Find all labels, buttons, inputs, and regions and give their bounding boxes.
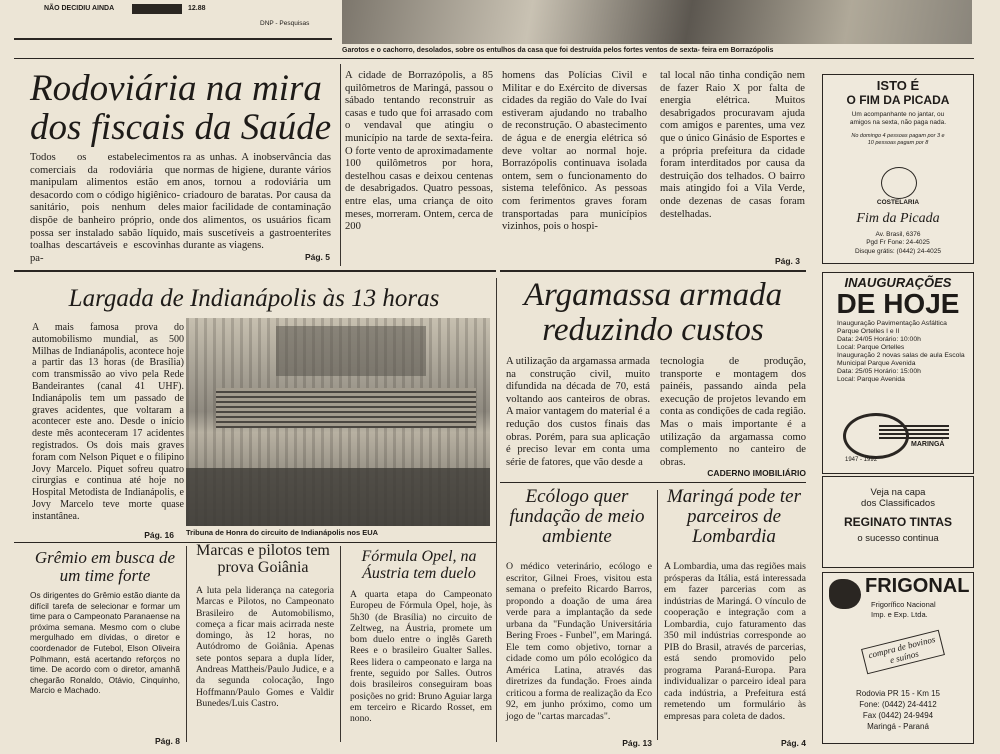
track-surface (186, 468, 490, 526)
ad-fim-tagline: Um acompanhante no jantar, ou amigos na sexta, não paga nada. (849, 111, 947, 126)
borrazopolis-page: Pág. 3 (774, 256, 800, 266)
indianapolis-caption: Tribuna de Honra do circuito de Indianápolis nos EUA (186, 528, 379, 537)
argamassa-col2-para2: Mas o mais importante é a utilização da argamassa como complemento no canteiro de obras. (660, 418, 806, 468)
argamassa-col2 (660, 356, 806, 469)
top-rule (14, 58, 974, 59)
ad-frigonal-stamp: compra de bovinos e suínos (861, 630, 945, 675)
lombardia-page: Pág. 4 (780, 738, 806, 748)
ad-frigonal-title: FRIGONAL (865, 575, 970, 597)
poll-bar (132, 4, 182, 14)
rodoviaria-col1: Todos os estabelecimentos comerciais da rodoviária que manipulam alimentos estão em desacordo com o código higiênico-sanitário, pois nenhum deles dispõe de banheiro próprio, onde possa ser instalado sabão líquido, toalhas descartáveis e escovinhas pa- (30, 152, 180, 264)
argamassa-col2-para1: tecnologia de produção, transporte e montagem dos painéis, passando ainda pela execução de projetos levando em conta as condições de cada região. (660, 356, 806, 418)
rodoviaria-headline-line2: dos fiscais da Saúde (30, 106, 332, 148)
formula-headline: Fórmula Opel, na Áustria tem duelo (361, 548, 477, 582)
divider-ecologo-lombardia (657, 490, 658, 740)
ad-fim-fine: No domingo 4 pessoas pagam por 3 e 10 pessoas pagam por 8 (851, 133, 945, 146)
argamassa-headline-line1: Argamassa armada (523, 277, 783, 313)
borrazopolis-col1: A cidade de Borrazópolis, a 85 quilômetros de Maringá, passou o sábado tentando reconstruir as casas e tudo que foi arrasado com o vendaval que atingiu o município na tarde de sexta-feira. O forte vento de aproximadamente 100 quilômetros por hora, destelhou casas e deixou centenas de desabrigados. Quatro pessoas, entre elas, uma criança de oito meses, morreram. Ontem, cerca de 200 (345, 70, 493, 233)
anniversary-stripes (879, 423, 949, 439)
ad-fim-title2: O FIM DA PICADA (846, 93, 950, 107)
ad-frigonal-fax: Fax (0442) 24-9494 (862, 711, 934, 720)
top-strip (14, 0, 332, 40)
marcas-body: A luta pela liderança na categoria Marcas e Pilotos, no Campeonato Brasileiro de Automobilismo, começa a ficar mais acirrada neste domingo, às 12 horas, no Autódromo de Goiânia. Apenas sete pontos separa a dupla líder, Andreas Mattheis/Paulo Judice, e a da segunda colocação, Ingo Hoffmann/Paulo Gomes e Valdir Bunedes/Luis Castro. (196, 585, 334, 709)
gremio-page: Pág. 8 (154, 736, 180, 746)
grandstand-roof (276, 326, 426, 376)
ad-reginato-line1: Veja na capa (870, 487, 926, 498)
ad-inaug-title1: INAUGURAÇÕES (844, 275, 952, 290)
ad-fim-title1: ISTO É (876, 78, 920, 93)
ad-inaug-item2-date: Data: 25/05 Horário: 15:00h (837, 368, 921, 375)
lombardia-body: A Lombardia, uma das regiões mais prósperas da Itália, está interessada em fazer parcerias com as indústrias de Maringá. O vínculo de cooperação e integração com a Lombardia, cujo faturamento das 350 mil indústrias corresponde ao PIB do Brasil, através de parcerias, está sendo promovido pelo programa Paraná-Europa. Para individualizar o parceiro ideal para cada indústria, a Prefeitura está remetendo um formulário às empresas para coleta de dados. (664, 561, 806, 722)
argamassa-source: CADERNO IMOBILIÁRIO (707, 468, 806, 478)
argamassa-col1: A utilização da argamassa armada na construção civil, muito difundida na década de 70, está voltando aos canteiros de obras. A maior vantagem do material é a redução dos custos finais das obras. Porém, para sua aplicação é preciso levar em conta uma série de fatores, que vão desde a (506, 356, 650, 468)
poll-value: 12.88 (188, 5, 206, 12)
grandstand-stands (216, 388, 476, 428)
borrazopolis-col2: homens das Polícias Civil e Militar e do Exército de diversas cidades da região do Vale do Ivaí estiveram ajudando no trabalho de reconstrução. O abastecimento de água e de energia elétrica só deve voltar ao normal hoje. Borrazópolis continuava isolada ontem, sem o funcionamento do sistema telefônico. As pessoas com ferimentos graves foram transportadas para municípios vizinhos, pois o hospi- (502, 70, 647, 233)
rodoviaria-headline (16, 70, 348, 148)
ad-fim-phone2: Disque grátis: (0442) 24-4025 (855, 248, 941, 255)
borrazopolis-col3: tal local não tinha condição nem de fazer Raio X por falta de energia elétrica. Muitos desabrigados procuravam ajuda com amigos e parentes, uma vez que o único Ginásio de Esportes e a própria prefeitura da cidade foram interditados por causa da destruição dos telhados. O bairro mais atingido foi a Vila Verde, onde dezenas de casas foram destelhadas. (660, 70, 805, 220)
formula-body: A quarta etapa do Campeonato Europeu de Fórmula Opel, hoje, às 5h30 (de Brasília) no circuito de Zeltweg, na Áustria, promete um bom duelo entre o inglês Gareth Rees e o brasileiro Gualter Salles. Rees lidera o campeonato e larga na frente, seguido por Salles. Outros dois brasileiros conseguiram boas posições no grid: Bruno Aguiar larga em terceiro e Ricardo Rosset, em nono. (350, 589, 492, 725)
argamassa-headline (500, 278, 806, 347)
ad-fim-da-picada (822, 74, 974, 264)
argamassa-headline-line2: reduzindo custos (542, 311, 764, 348)
ad-frigonal-fone: Fone: (0442) 24-4412 (859, 700, 937, 709)
indianapolis-photo (186, 318, 490, 526)
ad-reginato-line2: dos Classificados (861, 498, 935, 509)
poll-source: DNP - Pesquisas (260, 20, 310, 27)
ad-fim-brand: Fim da Picada (856, 211, 940, 226)
divider-gremio-marcas (186, 546, 187, 742)
ecologo-page: Pág. 13 (622, 738, 652, 748)
cow-stamp-icon (881, 167, 917, 199)
mid-rule-left (14, 270, 496, 272)
argamassa-rule (500, 482, 806, 483)
ad-reginato-title: REGINATO TINTAS (844, 515, 952, 529)
ad-inaug-item1-local: Local: Parque Ortelles (837, 344, 905, 351)
ad-inaug-item1-date: Data: 24/05 Horário: 10:00h (837, 336, 921, 343)
mid-rule-right (500, 270, 806, 272)
indianapolis-body: A mais famosa prova do automobilismo mundial, as 500 Milhas de Indianápolis, acontece hoje a partir das 13 horas (de Brasília) com transmissão ao vivo pela Rede Bandeirantes (canal 41 UHF). Indianápolis tem um passado de graves acidentes, que voltaram a acontecer este ano. Desde o início deste mês aconteceram 17 acidentes registrados. Os dois mais graves foram com Nelson Piquet e o filipino Jovy Marcelo. Piquet sofreu quatro cirurgias e continua até hoje no Hospital Metodista de Indianápolis, e Jovy Marcelo teve morte quase instantânea. (32, 322, 184, 522)
ad-frigonal-sub2: Imp. e Exp. Ltda. (871, 610, 928, 619)
ad-frigonal-addr: Rodovia PR 15 - Km 15 (855, 689, 941, 698)
storm-debris-photo (342, 0, 972, 44)
divider-indy-argamassa (496, 278, 497, 742)
ad-fim-stamp: COSTELARIA (876, 199, 920, 206)
divider-marcas-formula (340, 546, 341, 742)
ad-reginato-line3: o sucesso continua (857, 533, 939, 544)
indianapolis-headline: Largada de Indianápolis às 13 horas (68, 285, 440, 312)
rodoviaria-headline-line1: Rodoviária na mira (30, 68, 322, 109)
storm-photo-caption: Garotos e o cachorro, desolados, sobre os entulhos da casa que foi destruída pelos fortes ventos de sexta- feira em Borrazópolis (342, 47, 774, 54)
ad-inauguracoes (822, 272, 974, 474)
brazil-map-icon (829, 579, 861, 609)
lombardia-headline: Maringá pode ter parceiros de Lombardia (666, 486, 802, 547)
ad-inaug-item2: Inauguração 2 novas salas de aula Escola Municipal Parque Avenida (837, 352, 965, 367)
ecologo-body: O médico veterinário, ecólogo e escritor, Gilnei Froes, visitou esta semana o prefeito Ricardo Barros, propondo a doação de uma área verde para a implantação da sede urbana da "Fundação Universitária Bering Froes - Funbel", em Maringá. Ele tem como objetivo, tornar a cidade como um pólo ecológico da América Latina, através das diretrizes da fundação. Froes ainda criticou a forma de realização da Eco 92, em junho próximo, como um jogo de "cartas marcadas". (506, 561, 652, 722)
ad-frigonal-sub1: Frigorífico Nacional (871, 600, 936, 609)
ad-inaug-logo-years: 1947 - 1992 (845, 457, 878, 463)
ad-frigonal (822, 572, 974, 744)
poll-label: NÃO DECIDIU AINDA (44, 5, 115, 12)
ad-inaug-details (823, 318, 973, 384)
gremio-body: Os dirigentes do Grêmio estão diante da difícil tarefa de selecionar e formar um time para o Campeonato Paranaense na próxima semana. Mesmo com o clube mergulhado em dívidas, o diretor e coordenador de Futebol, Elson Oliveira Polhmann, está acertando reforços no time. De acordo com o diretor, amanhã chegarão Ronaldo, Otávio, Cinquinho, Marcio e Machado. (30, 590, 180, 696)
ad-fim-phone1: Pgd Fr Fone: 24-4025 (866, 239, 930, 246)
ad-reginato-tintas (822, 476, 974, 568)
divider-borrazopolis (340, 64, 341, 266)
ad-inaug-title2: DE HOJE (836, 288, 960, 319)
ad-inaug-logo-text: MARINGÁ (911, 441, 945, 448)
ad-inaug-item1: Inauguração Pavimentação Asfáltica Parque Ortelles I e II (837, 320, 947, 335)
ecologo-headline: Ecólogo quer fundação de meio ambiente (509, 486, 645, 547)
ad-inaug-item2-local: Local: Parque Avenida (837, 376, 905, 383)
indianapolis-page: Pág. 16 (144, 530, 174, 540)
marcas-headline: Marcas e pilotos tem prova Goiânia (196, 542, 330, 576)
rodoviaria-page: Pág. 5 (304, 252, 330, 262)
ad-frigonal-city: Maringá - Paraná (867, 722, 929, 731)
rodoviaria-col2: ra as unhas. A inobservância das normas de higiene, durante vários anos, tornou a rodoviária um criadouro de baratas. Por causa da maior facilidade de contaminação dos alimentos, os usuários ficam mais suscetíveis a gastroenterites durante as viagens. (183, 152, 331, 252)
ad-fim-address: Av. Brasil, 6376 (875, 231, 921, 238)
gremio-headline: Grêmio em busca de um time forte (34, 548, 176, 585)
